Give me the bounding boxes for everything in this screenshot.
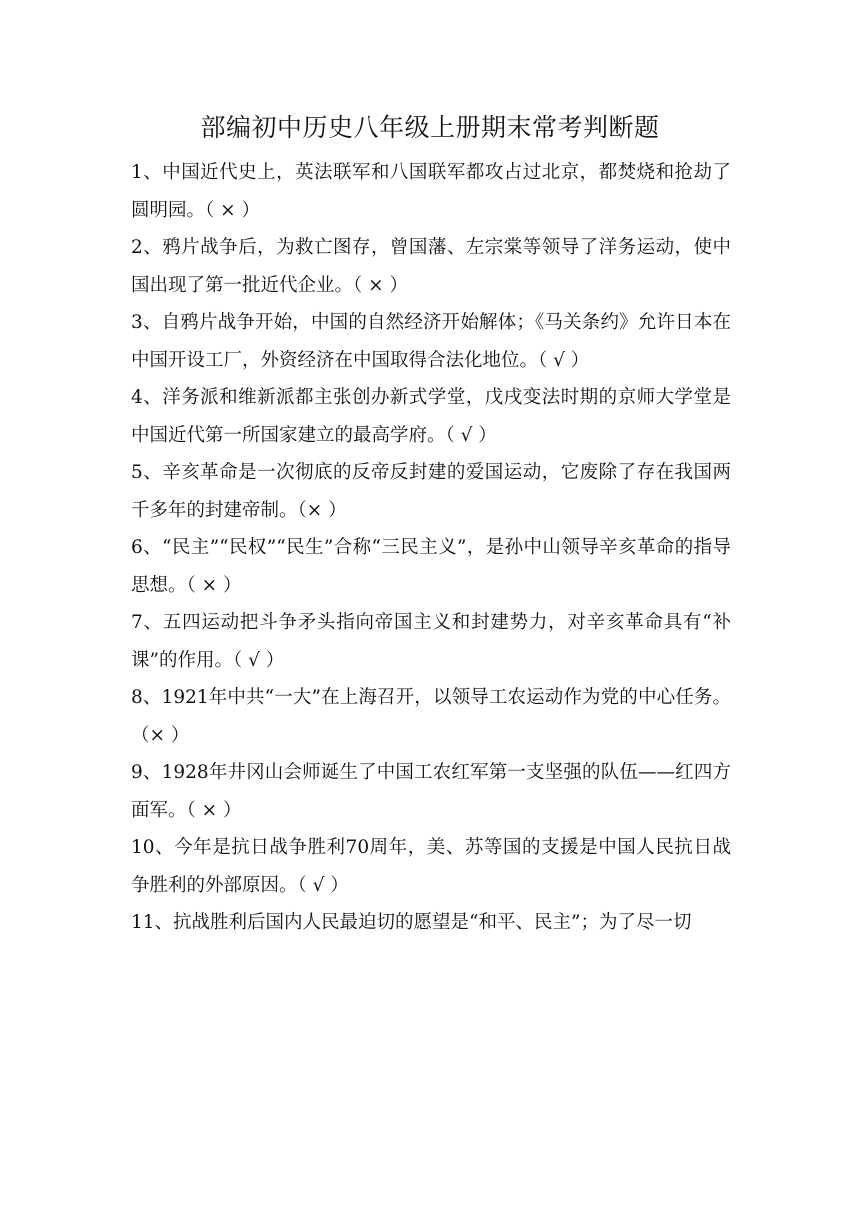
question-list <box>131 154 731 942</box>
question-item: 6、“民主”“民权”“民生”合称“三民主义”，是孙中山领导辛亥革命的指导思想。（ × ） <box>131 537 731 596</box>
question-item: 4、洋务派和维新派都主张创办新式学堂，戊戌变法时期的京师大学堂是中国近代第一所国家建立的最高学府。（ √ ） <box>131 387 731 446</box>
question-item: 9、1928年井冈山会师诞生了中国工农红军第一支坚强的队伍——红四方面军。（ × ） <box>131 762 731 821</box>
question-item: 8、1921年中共“一大”在上海召开，以领导工农运动作为党的中心任务。（× ） <box>131 687 731 746</box>
question-item: 5、辛亥革命是一次彻底的反帝反封建的爱国运动，它废除了存在我国两千多年的封建帝制。（× ） <box>131 462 731 521</box>
question-item: 1、中国近代史上，英法联军和八国联军都攻占过北京，都焚烧和抢劫了圆明园。（ × ） <box>131 162 731 221</box>
document-title: 部编初中历史八年级上册期末常考判断题 <box>200 113 660 142</box>
question-item: 10、今年是抗日战争胜利70周年，美、苏等国的支援是中国人民抗日战争胜利的外部原因。（ √ ） <box>131 837 731 896</box>
question-item: 2、鸦片战争后，为救亡图存，曾国藩、左宗棠等领导了洋务运动，使中国出现了第一批近代企业。（ × ） <box>131 237 731 296</box>
question-item: 7、五四运动把斗争矛头指向帝国主义和封建势力，对辛亥革命具有“补课”的作用。（ √ ） <box>131 612 731 671</box>
question-item: 3、自鸦片战争开始，中国的自然经济开始解体；《马关条约》允许日本在中国开设工厂，外资经济在中国取得合法化地位。（ √ ） <box>131 312 731 371</box>
question-item: 11、抗战胜利后国内人民最迫切的愿望是“和平、民主”；为了尽一切 <box>131 912 692 933</box>
